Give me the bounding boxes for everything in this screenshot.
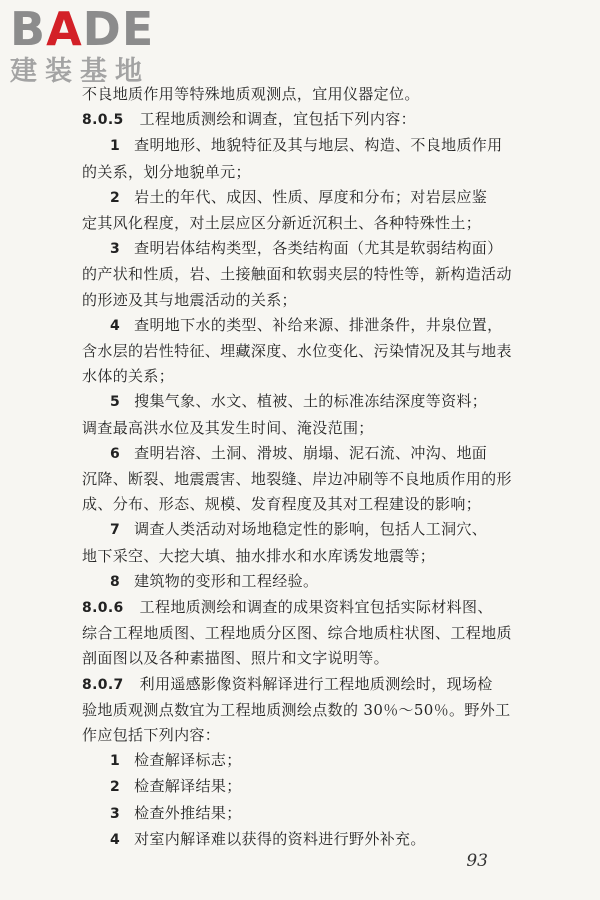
line-text: 查明岩溶、土洞、滑坡、崩塌、泥石流、冲沟、地面 bbox=[134, 443, 488, 462]
line-text: 作应包括下列内容： bbox=[82, 726, 221, 745]
line-text: 查明地下水的类型、补给来源、排泄条件，井泉位置， bbox=[134, 315, 503, 334]
item-number: 3 bbox=[110, 241, 121, 258]
line-text: 含水层的岩性特征、埋藏深度、水位变化、污染情况及其与地表 bbox=[82, 342, 512, 361]
item-number: 3 bbox=[110, 805, 121, 822]
text-line bbox=[82, 467, 532, 492]
line-text: 工程地质测绘和调查，宜包括下列内容： bbox=[139, 110, 416, 129]
text-line bbox=[82, 262, 532, 287]
line-text: 地下采空、大挖大填、抽水排水和水库诱发地震等； bbox=[82, 546, 436, 565]
line-text: 建筑物的变形和工程经验。 bbox=[134, 571, 319, 590]
logo-subtitle: 建装基地 bbox=[10, 56, 150, 87]
text-line bbox=[82, 646, 532, 671]
line-text: 工程地质测绘和调查的成果资料宜包括实际材料图、 bbox=[139, 598, 493, 617]
line-text: 不良地质作用等特殊地质观测点，宜用仪器定位。 bbox=[82, 85, 420, 103]
list-item-line bbox=[82, 441, 532, 467]
list-item-line bbox=[82, 236, 532, 262]
line-text: 检查解译标志； bbox=[134, 751, 242, 770]
item-number: 1 bbox=[110, 138, 121, 155]
item-number: 2 bbox=[110, 779, 121, 796]
item-number: 7 bbox=[110, 522, 121, 539]
item-number: 1 bbox=[110, 753, 121, 770]
line-text: 搜集气象、水文、植被、土的标准冻结深度等资料； bbox=[134, 392, 488, 411]
text-line bbox=[82, 621, 532, 646]
line-text: 验地质观测点数宜为工程地质测绘点数的 30％～50％。野外工 bbox=[82, 700, 511, 719]
text-line bbox=[82, 364, 532, 389]
item-number: 4 bbox=[110, 831, 121, 848]
text-line bbox=[82, 416, 532, 441]
list-item-line bbox=[82, 801, 532, 827]
logo-wordmark: BADE bbox=[10, 2, 155, 56]
item-number: 6 bbox=[110, 445, 121, 462]
section-number: 8.0.7 bbox=[82, 676, 124, 693]
line-text: 查明岩体结构类型，各类结构面（尤其是软弱结构面） bbox=[134, 239, 503, 258]
text-line bbox=[82, 160, 532, 185]
section-heading-line bbox=[82, 595, 532, 621]
list-item-line bbox=[82, 133, 532, 159]
line-text: 的形迹及其与地震活动的关系； bbox=[82, 290, 297, 309]
list-item-line bbox=[82, 569, 532, 595]
text-line bbox=[82, 339, 532, 364]
section-number: 8.0.5 bbox=[82, 112, 124, 129]
line-text: 调查最高洪水位及其发生时间、淹没范围； bbox=[82, 418, 374, 437]
document-body bbox=[82, 82, 532, 853]
section-heading-line bbox=[82, 672, 532, 698]
line-text: 调查人类活动对场地稳定性的影响，包括人工洞穴、 bbox=[134, 520, 488, 539]
list-item-line bbox=[82, 748, 532, 774]
list-item-line bbox=[82, 827, 532, 853]
list-item-line bbox=[82, 313, 532, 339]
item-number: 4 bbox=[110, 317, 121, 334]
line-text: 查明地形、地貌特征及其与地层、构造、不良地质作用 bbox=[134, 136, 503, 155]
item-number: 8 bbox=[110, 573, 121, 590]
text-line bbox=[82, 82, 532, 107]
line-text: 综合工程地质图、工程地质分区图、综合地质柱状图、工程地质 bbox=[82, 624, 512, 643]
list-item-line bbox=[82, 185, 532, 211]
item-number: 5 bbox=[110, 394, 121, 411]
line-text: 检查外推结果； bbox=[134, 803, 242, 822]
text-line bbox=[82, 698, 532, 723]
list-item-line bbox=[82, 517, 532, 543]
text-line bbox=[82, 211, 532, 236]
section-number: 8.0.6 bbox=[82, 600, 124, 617]
line-text: 岩土的年代、成因、性质、厚度和分布；对岩层应鉴 bbox=[134, 187, 488, 206]
list-item-line bbox=[82, 389, 532, 415]
text-line bbox=[82, 288, 532, 313]
item-number: 2 bbox=[110, 189, 121, 206]
text-line bbox=[82, 723, 532, 748]
list-item-line bbox=[82, 774, 532, 800]
line-text: 剖面图以及各种素描图、照片和文字说明等。 bbox=[82, 649, 390, 668]
line-text: 水体的关系； bbox=[82, 367, 175, 386]
line-text: 的产状和性质，岩、土接触面和软弱夹层的特性等，新构造活动 bbox=[82, 265, 512, 284]
line-text: 定其风化程度，对土层应区分新近沉积土、各种特殊性土； bbox=[82, 214, 482, 233]
line-text: 对室内解译难以获得的资料进行野外补充。 bbox=[134, 829, 426, 848]
text-line bbox=[82, 492, 532, 517]
section-heading-line bbox=[82, 107, 532, 133]
line-text: 检查解译结果； bbox=[134, 777, 242, 796]
line-text: 沉降、断裂、地震震害、地裂缝、岸边冲刷等不良地质作用的形 bbox=[82, 470, 512, 489]
line-text: 的关系，划分地貌单元； bbox=[82, 162, 251, 181]
line-text: 成、分布、形态、规模、发育程度及其对工程建设的影响； bbox=[82, 495, 482, 514]
line-text: 利用遥感影像资料解译进行工程地质测绘时，现场检 bbox=[139, 674, 493, 693]
text-line bbox=[82, 544, 532, 569]
page-number: 93 bbox=[466, 851, 488, 871]
